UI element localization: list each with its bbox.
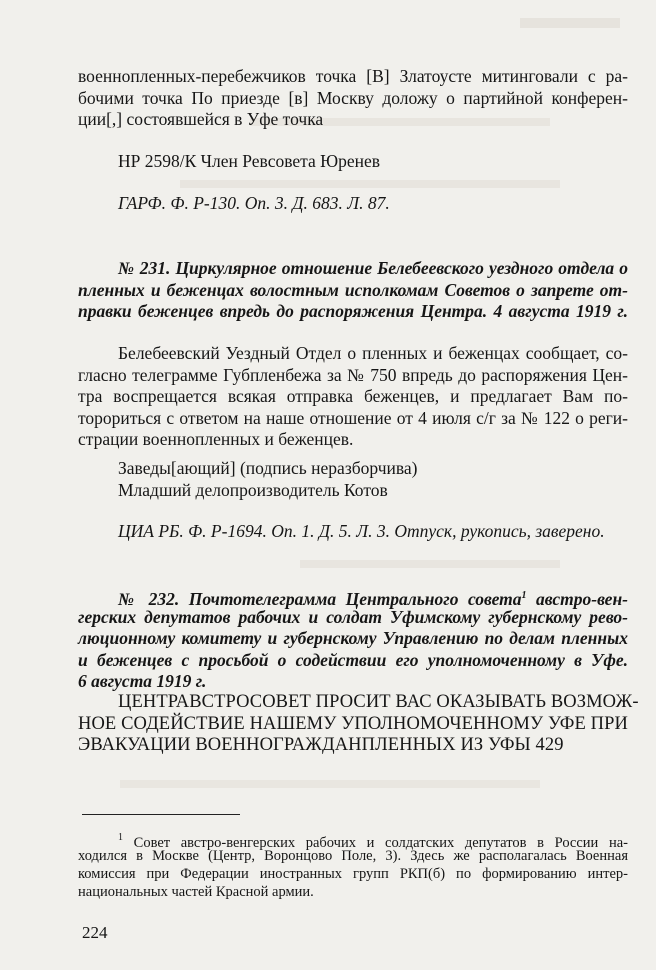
text-line: Белебеевский Уездный Отдел о пленных и беженцах сообщает, со- (118, 343, 628, 363)
heading-line: правки беженцев впредь до распоряжения Центра. 4 августа 1919 г. (78, 301, 628, 321)
page-number: 224 (82, 923, 108, 942)
telegram-line: ЦЕНТРАВСТРОСОВЕТ ПРОСИТ ВАС ОКАЗЫВАТЬ ВОЗМОЖ- (118, 692, 639, 712)
signature-line: Младший делопроизводитель Котов (118, 479, 388, 500)
doc-231-signatures (78, 458, 628, 501)
footnote-marker: 1 (118, 832, 123, 843)
top-paragraph (78, 66, 628, 131)
text-line: ции[,] состоявшейся в Уфе точка (78, 109, 324, 129)
telegram-line: НОЕ СОДЕЙСТВИЕ НАШЕМУ УПОЛНОМОЧЕННОМУ УФЕ ПРИ (78, 713, 628, 734)
text-line: тороpиться с ответом на наше отношение от 4 июля с/г за № 122 о реги- (78, 407, 628, 428)
text-line: страции военнопленных и беженцев. (78, 429, 354, 449)
footnote-line: $^1$ Совет австро-венгерских рабочих и солдатских депутатов в России на- (118, 832, 628, 851)
text-line: военнопленных-перебежчиков точка [В] Златоусте митинговали с ра- (78, 66, 628, 86)
heading-line: № 232. Почтотелеграмма Центрального совета$^1$ австро-вен- (118, 589, 628, 609)
heading-line: люционному комитету и губернскому Управлению по делам пленных (78, 628, 628, 648)
text-line: тра воспрещается всякая отправка беженцев, и предлагает Вам по- (78, 386, 628, 406)
footnote-line: комиссия при Федерации иностранных групп РКП(б) по формированию интер- (78, 866, 628, 882)
doc-231-heading (78, 258, 628, 323)
heading-line: герских депутатов рабочих и солдат Уфимскому губернскому рево- (78, 606, 628, 627)
footnote-marker: 1 (521, 590, 527, 601)
heading-line: № 231. Циркулярное отношение Белебеевского уездного отдела о (118, 258, 628, 278)
signature-line: Заведы[ающий] (подпись неразборчива) (118, 458, 418, 478)
text-line: гласно телеграмме Губпленбежа за № 750 впредь до распоряжения Цен- (78, 364, 628, 385)
footnote-line: национальных частей Красной армии. (78, 884, 314, 900)
signature-1: НР 2598/К Член Ревсовета Юренев (118, 151, 381, 171)
doc-232-telegram (78, 692, 639, 757)
footnote-rule (82, 814, 240, 815)
telegram-line: ЭВАКУАЦИИ ВОЕННОГРАЖДАНПЛЕННЫХ ИЗ УФЫ 429 (78, 735, 564, 755)
doc-231-body (78, 343, 628, 451)
footnote-line: ходился в Москве (Центр, Воронцово Поле, 3). Здесь же располагалась Военная (78, 848, 628, 864)
doc-231-archive-ref: ЦИА РБ. Ф. Р-1694. Оп. 1. Д. 5. Л. 3. Отпуск, рукопись, заверено. (118, 521, 605, 541)
archive-ref-1: ГАРФ. Ф. Р-130. Оп. 3. Д. 683. Л. 87. (118, 193, 390, 213)
footnote (78, 829, 628, 901)
heading-line: и беженцев с просьбой о содействии его уполномоченному в Уфе. (78, 649, 628, 670)
text-line: бочими точка По приезде [в] Москву доложу о партийной конферен- (78, 87, 628, 108)
heading-line: 6 августа 1919 г. (78, 671, 207, 691)
heading-line: пленных и беженцах волостным исполкомам Советов о запрете от- (78, 279, 628, 300)
doc-232-heading (78, 585, 628, 693)
